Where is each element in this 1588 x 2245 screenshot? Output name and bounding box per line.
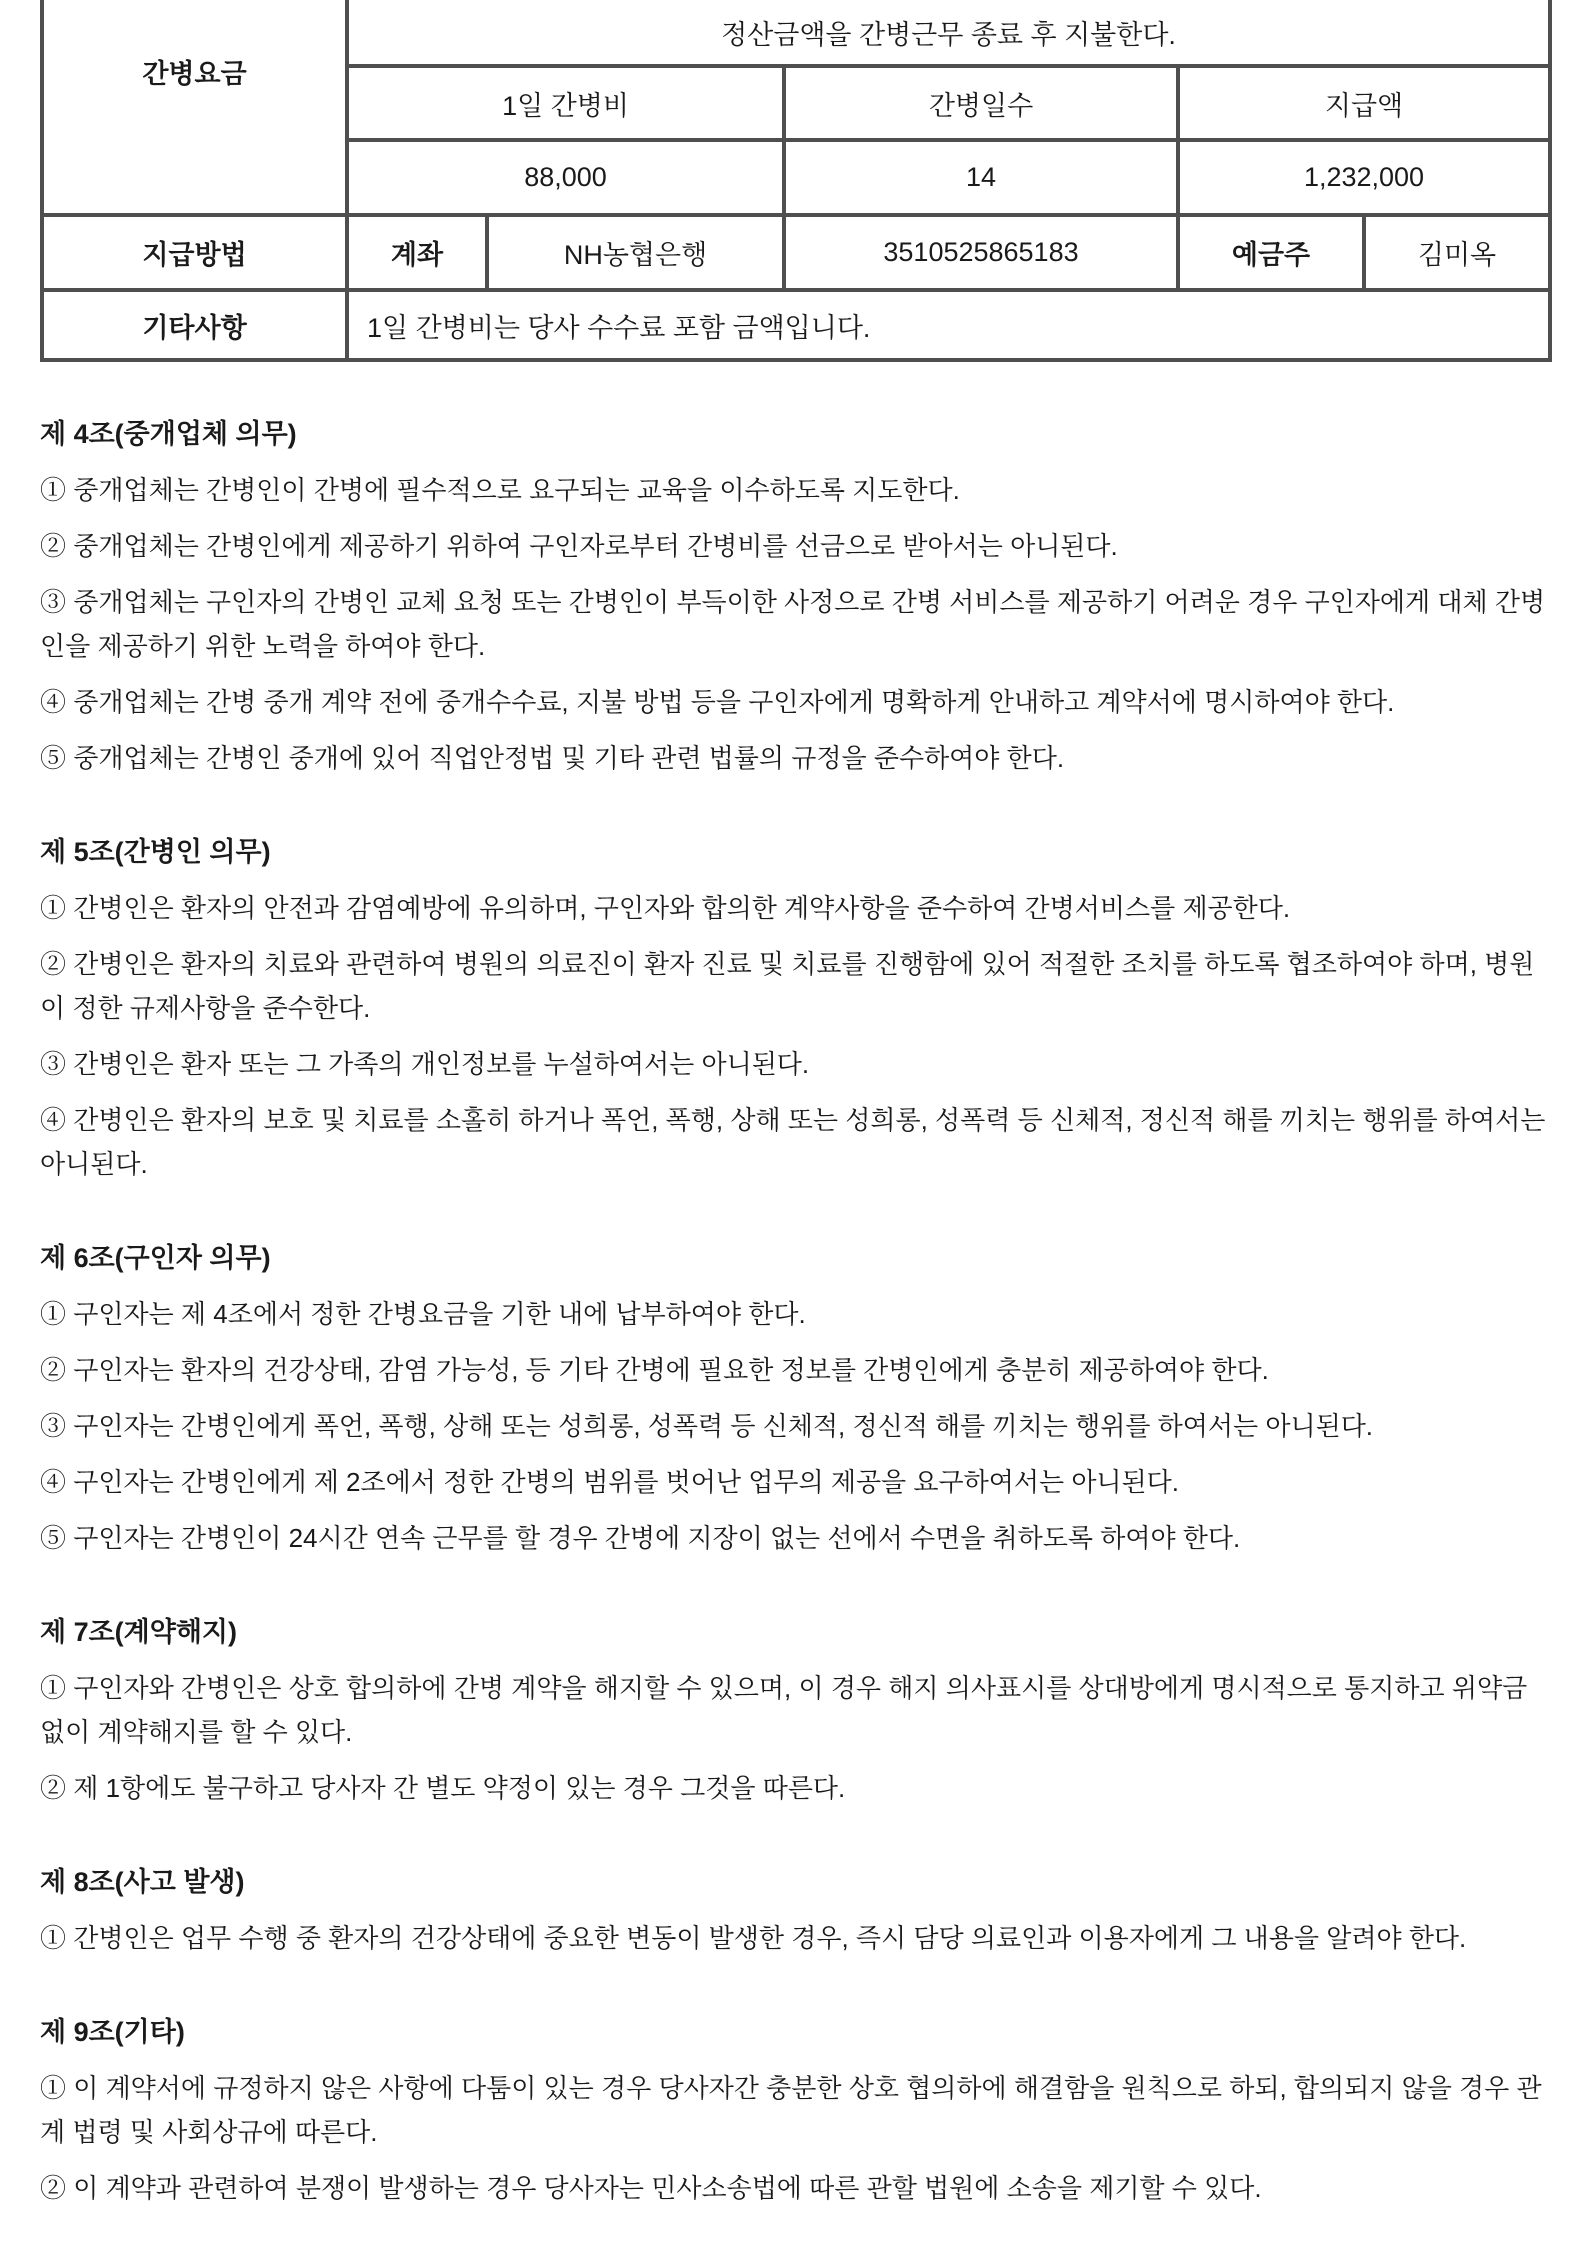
contract-section-6	[40, 1236, 1548, 1560]
fee-value-days: 14	[784, 140, 1178, 215]
clause-item: ③ 중개업체는 구인자의 간병인 교체 요청 또는 간병인이 부득이한 사정으로 간병 서비스를 제공하기 어려운 경우 구인자에게 대체 간병인을 제공하기 위한 노력을 하여야 한다.	[40, 587, 1546, 661]
payment-row-label: 지급방법	[42, 215, 347, 290]
bank-name: NH농협은행	[487, 215, 784, 290]
fee-header-total: 지급액	[1178, 66, 1550, 140]
care-fee-table	[40, 0, 1552, 362]
clause-item: ① 간병인은 업무 수행 중 환자의 건강상태에 중요한 변동이 발생한 경우, 즉시 담당 의료인과 이용자에게 그 내용을 알려야 한다.	[40, 1923, 1467, 1953]
contract-section-5	[40, 830, 1548, 1186]
contract-section-8	[40, 1860, 1548, 1960]
clause-item: ① 간병인은 환자의 안전과 감염예방에 유의하며, 구인자와 합의한 계약사항을 준수하여 간병서비스를 제공한다.	[40, 893, 1291, 923]
clause-item: ① 중개업체는 간병인이 간병에 필수적으로 요구되는 교육을 이수하도록 지도한다.	[40, 475, 960, 505]
holder-label: 예금주	[1178, 215, 1364, 290]
contract-section-4	[40, 412, 1548, 780]
account-number: 3510525865183	[784, 215, 1178, 290]
section-title: 제 7조(계약해지)	[40, 1617, 237, 1647]
clause-item: ① 구인자와 간병인은 상호 합의하에 간병 계약을 해지할 수 있으며, 이 경우 해지 의사표시를 상대방에게 명시적으로 통지하고 위약금 없이 계약해지를 할 수 있다.	[40, 1673, 1528, 1747]
holder-name: 김미옥	[1364, 215, 1550, 290]
clause-item: ② 중개업체는 간병인에게 제공하기 위하여 구인자로부터 간병비를 선금으로 받아서는 아니된다.	[40, 531, 1118, 561]
clause-item: ② 구인자는 환자의 건강상태, 감염 가능성, 등 기타 간병에 필요한 정보를 간병인에게 충분히 제공하여야 한다.	[40, 1355, 1269, 1385]
section-title: 제 4조(중개업체 의무)	[40, 419, 297, 449]
settlement-note: 정산금액을 간병근무 종료 후 지불한다.	[347, 0, 1550, 66]
etc-row-text: 1일 간병비는 당사 수수료 포함 금액입니다.	[347, 290, 1550, 360]
clause-item: ③ 간병인은 환자 또는 그 가족의 개인정보를 누설하여서는 아니된다.	[40, 1049, 810, 1079]
clause-item: ④ 중개업체는 간병 중개 계약 전에 중개수수료, 지불 방법 등을 구인자에게 명확하게 안내하고 계약서에 명시하여야 한다.	[40, 687, 1395, 717]
clause-item: ⑤ 구인자는 간병인이 24시간 연속 근무를 할 경우 간병에 지장이 없는 선에서 수면을 취하도록 하여야 한다.	[40, 1523, 1241, 1553]
clause-item: ③ 구인자는 간병인에게 폭언, 폭행, 상해 또는 성희롱, 성폭력 등 신체적, 정신적 해를 끼치는 행위를 하여서는 아니된다.	[40, 1411, 1374, 1441]
clause-item: ② 이 계약과 관련하여 분쟁이 발생하는 경우 당사자는 민사소송법에 따른 관할 법원에 소송을 제기할 수 있다.	[40, 2173, 1262, 2203]
clause-item: ① 구인자는 제 4조에서 정한 간병요금을 기한 내에 납부하여야 한다.	[40, 1299, 806, 1329]
clause-item: ④ 구인자는 간병인에게 제 2조에서 정한 간병의 범위를 벗어난 업무의 제공을 요구하여서는 아니된다.	[40, 1467, 1180, 1497]
fee-header-days: 간병일수	[784, 66, 1178, 140]
section-title: 제 5조(간병인 의무)	[40, 837, 271, 867]
section-title: 제 9조(기타)	[40, 2017, 185, 2047]
account-label: 계좌	[347, 215, 487, 290]
fee-value-total: 1,232,000	[1178, 140, 1550, 215]
etc-row-label: 기타사항	[42, 290, 347, 360]
fee-row-label: 간병요금	[42, 0, 347, 215]
fee-header-daily: 1일 간병비	[347, 66, 784, 140]
clause-item: ⑤ 중개업체는 간병인 중개에 있어 직업안정법 및 기타 관련 법률의 규정을 준수하여야 한다.	[40, 743, 1065, 773]
section-title: 제 6조(구인자 의무)	[40, 1243, 271, 1273]
clause-item: ④ 간병인은 환자의 보호 및 치료를 소홀히 하거나 폭언, 폭행, 상해 또는 성희롱, 성폭력 등 신체적, 정신적 해를 끼치는 행위를 하여서는 아니된다.	[40, 1105, 1546, 1179]
clause-item: ② 간병인은 환자의 치료와 관련하여 병원의 의료진이 환자 진료 및 치료를 진행함에 있어 적절한 조치를 하도록 협조하여야 하며, 병원이 정한 규제사항을 준수한다.	[40, 949, 1535, 1023]
clause-item: ② 제 1항에도 불구하고 당사자 간 별도 약정이 있는 경우 그것을 따른다.	[40, 1773, 846, 1803]
clause-item: ① 이 계약서에 규정하지 않은 사항에 다툼이 있는 경우 당사자간 충분한 상호 협의하에 해결함을 원칙으로 하되, 합의되지 않을 경우 관계 법령 및 사회상규에 따른다.	[40, 2073, 1542, 2147]
section-title: 제 8조(사고 발생)	[40, 1867, 245, 1897]
contract-section-7	[40, 1610, 1548, 1810]
contract-section-9	[40, 2010, 1548, 2210]
fee-value-daily: 88,000	[347, 140, 784, 215]
